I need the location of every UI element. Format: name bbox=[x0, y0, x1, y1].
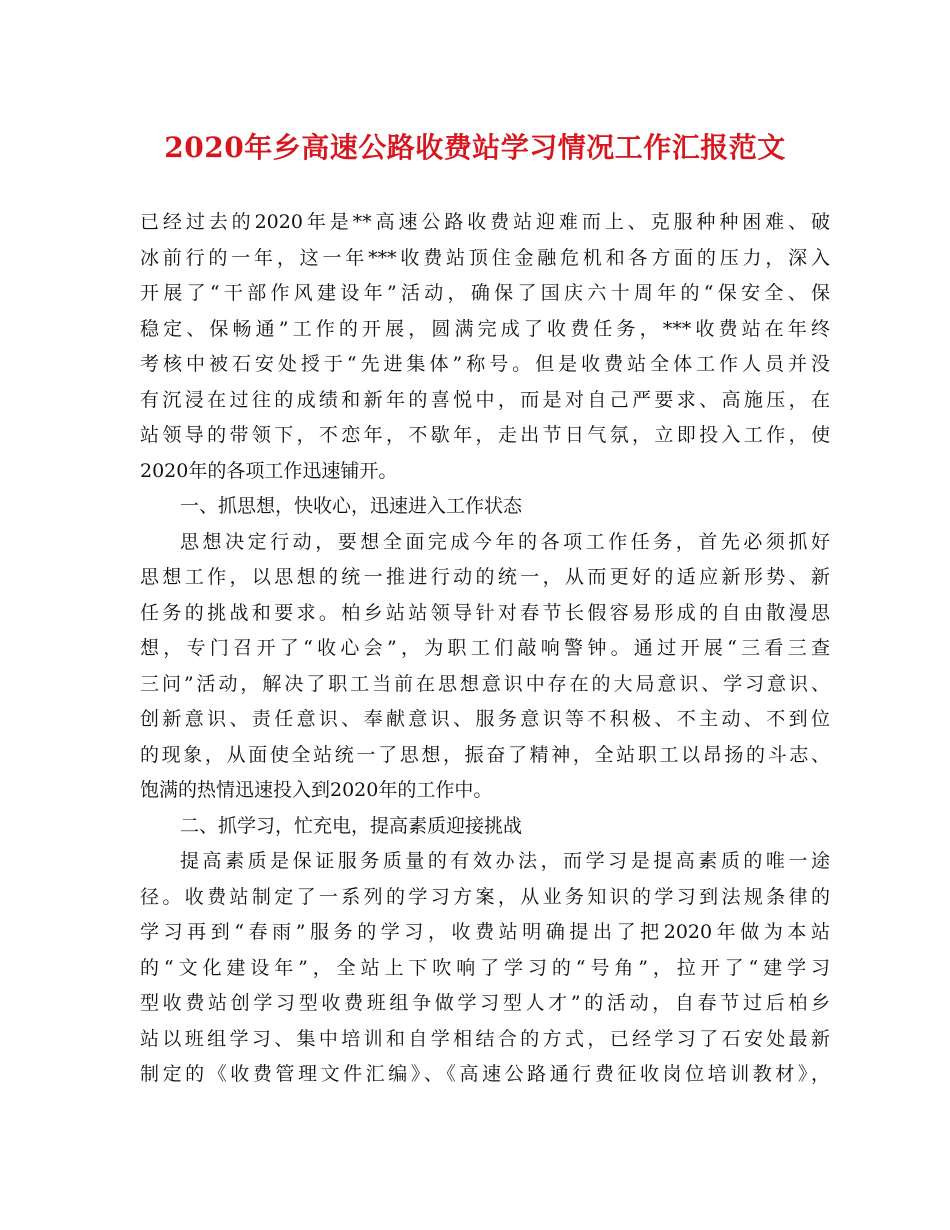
body-line: 有沉浸在过往的成绩和新年的喜悦中，而是对自己严要求、高施压，在 bbox=[140, 388, 830, 411]
document-body bbox=[140, 205, 830, 1093]
body-line: 站以班组学习、集中培训和自学相结合的方式，已经学习了石安处最新 bbox=[140, 1027, 830, 1050]
body-line: 制定的《收费管理文件汇编》、《高速公路通行费征收岗位培训教材》， bbox=[140, 1063, 830, 1085]
body-line: 冰前行的一年，这一年***收费站顶住金融危机和各方面的压力，深入 bbox=[140, 246, 830, 269]
body-line: 想，专门召开了“收心会”，为职工们敲响警钟。通过开展“三看三查 bbox=[140, 637, 830, 659]
body-line: 二、抓学习，忙充电，提高素质迎接挑战 bbox=[180, 814, 523, 837]
document-title: 2020年乡高速公路收费站学习情况工作汇报范文 bbox=[164, 131, 786, 164]
body-line: 稳定、保畅通”工作的开展，圆满完成了收费任务，***收费站在年终 bbox=[140, 317, 830, 340]
body-line: 创新意识、责任意识、奉献意识、服务意识等不积极、不主动、不到位 bbox=[140, 708, 830, 730]
body-line: 型收费站创学习型收费班组争做学习型人才”的活动，自春节过后柏乡 bbox=[140, 992, 830, 1014]
body-line: 的现象，从面使全站统一了思想，振奋了精神，全站职工以昂扬的斗志、 bbox=[140, 743, 830, 766]
body-line: 三问”活动，解决了职工当前在思想意识中存在的大局意识、学习意识、 bbox=[140, 672, 830, 695]
body-line: 思想决定行动，要想全面完成今年的各项工作任务，首先必须抓好 bbox=[180, 530, 830, 553]
body-line: 学习再到“春雨”服务的学习，收费站明确提出了把2020年做为本站 bbox=[140, 921, 830, 943]
body-line: 径。收费站制定了一系列的学习方案，从业务知识的学习到法规条律的 bbox=[140, 885, 830, 908]
body-line: 考核中被石安处授于“先进集体”称号。但是收费站全体工作人员并没 bbox=[140, 353, 830, 375]
body-line: 开展了“干部作风建设年”活动，确保了国庆六十周年的“保安全、保 bbox=[140, 282, 830, 304]
body-line: 的“文化建设年”，全站上下吹响了学习的“号角”，拉开了“建学习 bbox=[140, 956, 830, 979]
body-line: 任务的挑战和要求。柏乡站站领导针对春节长假容易形成的自由散漫思 bbox=[140, 601, 830, 624]
body-line: 饱满的热情迅速投入到2020年的工作中。 bbox=[140, 779, 493, 801]
body-line: 2020年的各项工作迅速铺开。 bbox=[140, 459, 398, 482]
body-line: 已经过去的2020年是**高速公路收费站迎难而上、克服种种困难、破 bbox=[140, 211, 830, 233]
body-line: 提高素质是保证服务质量的有效办法，而学习是提高素质的唯一途 bbox=[180, 850, 830, 872]
body-line: 思想工作，以思想的统一推进行动的统一，从而更好的适应新形势、新 bbox=[140, 566, 830, 588]
body-line: 站领导的带领下，不恋年，不歇年，走出节日气氛，立即投入工作，使 bbox=[140, 424, 830, 446]
body-line: 一、抓思想，快收心，迅速进入工作状态 bbox=[180, 495, 523, 517]
